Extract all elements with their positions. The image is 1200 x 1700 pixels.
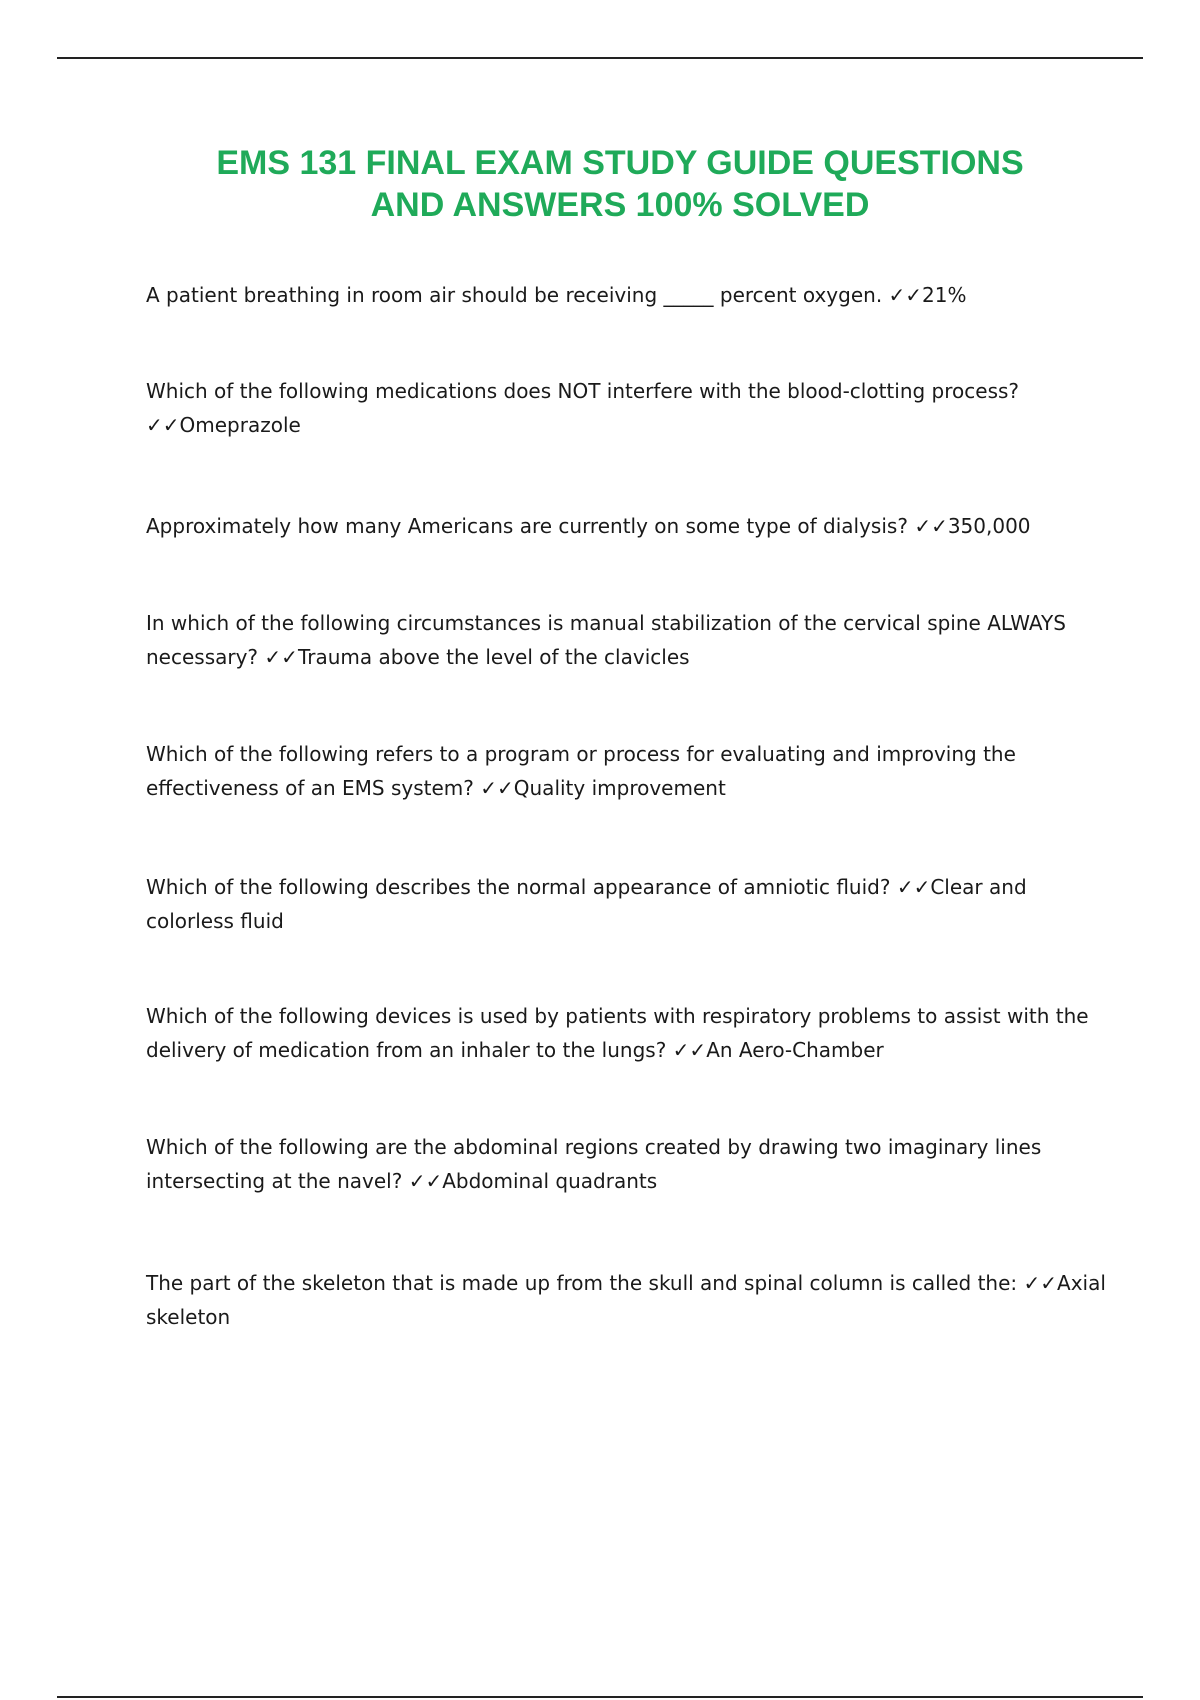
check-marks: ✓✓ — [264, 645, 298, 669]
answer-text: 21% — [922, 283, 967, 307]
question-text: Which of the following refers to a program or process for evaluating and improving the effectiveness of an EMS system? — [146, 742, 1016, 800]
title-line-1: EMS 131 FINAL EXAM STUDY GUIDE QUESTIONS — [216, 144, 1024, 182]
answer-text: 350,000 — [947, 514, 1031, 538]
title-line-2: AND ANSWERS 100% SOLVED — [370, 186, 870, 224]
answer-text: Abdominal quadrants — [442, 1169, 658, 1193]
answer-text: Trauma above the level of the clavicles — [297, 645, 690, 669]
qa-item — [146, 509, 1106, 543]
top-rule — [57, 57, 1143, 59]
question-text: The part of the skeleton that is made up from the skull and spinal column is called the: — [146, 1271, 1024, 1295]
question-text: Which of the following describes the normal appearance of amniotic fluid? — [146, 875, 897, 899]
check-marks: ✓✓ — [1023, 1271, 1058, 1295]
question-text: Which of the following medications does NOT interfere with the blood-clotting process? — [146, 379, 1020, 403]
question-text: A patient breathing in room air should be receiving _____ percent oxygen. — [146, 283, 889, 307]
answer-text: An Aero-Chamber — [706, 1038, 884, 1062]
qa-item — [146, 374, 1106, 442]
bottom-rule — [57, 1696, 1143, 1698]
check-marks: ✓✓ — [146, 413, 180, 437]
question-text: Which of the following are the abdominal regions created by drawing two imaginary lines intersecting at the navel? — [146, 1135, 1042, 1193]
answer-text: Axial skeleton — [146, 1271, 1106, 1329]
qa-item — [146, 737, 1106, 805]
question-text: Approximately how many Americans are currently on some type of dialysis? — [146, 514, 915, 538]
document-title — [100, 142, 1140, 226]
check-marks: ✓✓ — [408, 1169, 443, 1193]
check-marks: ✓✓ — [672, 1038, 707, 1062]
qa-item — [146, 1266, 1106, 1334]
qa-item — [146, 870, 1106, 938]
answer-text: Quality improvement — [513, 776, 726, 800]
qa-item — [146, 278, 1106, 312]
answer-text: Clear and colorless fluid — [146, 875, 1027, 933]
check-marks: ✓✓ — [480, 776, 514, 800]
check-marks: ✓✓ — [914, 514, 948, 538]
check-marks: ✓✓ — [888, 283, 923, 307]
question-text: Which of the following devices is used by patients with respiratory problems to assist with the delivery of medication from an inhaler to the lungs? — [146, 1004, 1089, 1062]
answer-text: Omeprazole — [179, 413, 301, 437]
check-marks: ✓✓ — [896, 875, 931, 899]
qa-item — [146, 999, 1106, 1067]
qa-item — [146, 1130, 1106, 1198]
qa-item — [146, 606, 1106, 674]
question-text: In which of the following circumstances is manual stabilization of the cervical spine ALWAYS necessary? — [146, 611, 1066, 669]
